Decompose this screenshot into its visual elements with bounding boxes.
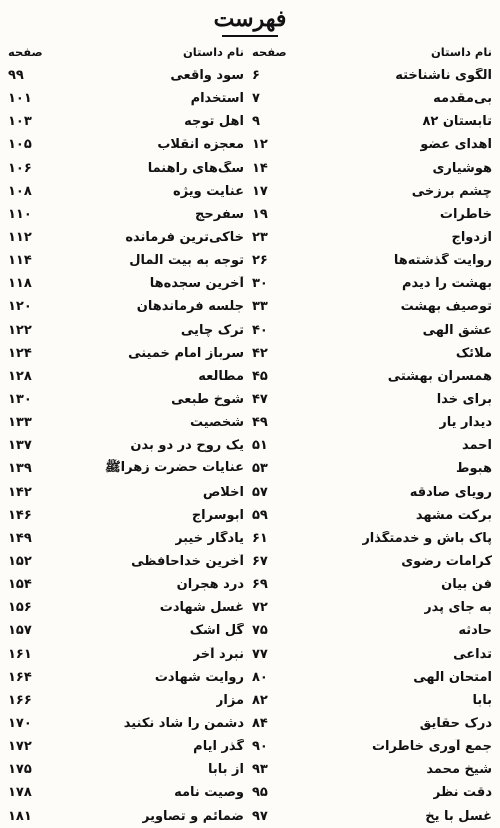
toc-entry bbox=[252, 110, 492, 133]
toc-entry bbox=[8, 735, 244, 758]
toc-entry bbox=[8, 295, 244, 318]
toc-entry-page: ۱۶۶ bbox=[8, 692, 32, 708]
toc-entry-title: امتحان الهی bbox=[413, 669, 492, 685]
toc-entry bbox=[8, 643, 244, 666]
toc-entry bbox=[252, 573, 492, 596]
toc-entry-page: ۹ bbox=[252, 114, 260, 130]
toc-entry-title: توصیف بهشت bbox=[400, 299, 492, 315]
toc-entry-title: توجه به بیت المال bbox=[129, 253, 244, 269]
toc-entry-title: پاک باش و خدمتگذار bbox=[362, 530, 492, 546]
toc-entry-title: هبوط bbox=[456, 461, 492, 477]
toc-entry bbox=[8, 689, 244, 712]
toc-entry-page: ۳۳ bbox=[252, 299, 268, 315]
toc-entry-page: ۴۹ bbox=[252, 415, 268, 431]
toc-entry bbox=[252, 203, 492, 226]
toc-entry-page: ۸۲ bbox=[252, 692, 268, 708]
toc-entry-title: روایت شهادت bbox=[154, 669, 244, 685]
toc-entry-title: ضمائم و تصاویر bbox=[142, 808, 244, 824]
toc-entry-title: تداعی bbox=[453, 646, 492, 662]
toc-entry bbox=[252, 319, 492, 342]
toc-entry-title: بابا bbox=[472, 692, 492, 708]
toc-entry-page: ۱۰۳ bbox=[8, 114, 32, 130]
toc-entry-title: احمد bbox=[461, 438, 492, 454]
toc-entry bbox=[252, 689, 492, 712]
toc-entry bbox=[8, 596, 244, 619]
toc-entry-title: همسران بهشتی bbox=[387, 368, 492, 384]
toc-entry bbox=[8, 319, 244, 342]
toc-entry-title: دقت نظر bbox=[432, 785, 492, 801]
toc-entry bbox=[252, 388, 492, 411]
toc-entry bbox=[8, 457, 244, 480]
toc-entry-page: ۱۷۸ bbox=[8, 785, 32, 801]
toc-entry bbox=[8, 365, 244, 388]
toc-entry-title: به جای پدر bbox=[424, 600, 492, 616]
toc-entry-page: ۱۴۹ bbox=[8, 530, 32, 546]
toc-entry-title: چشم برزخی bbox=[411, 183, 492, 199]
toc-entry bbox=[8, 157, 244, 180]
toc-entry-page: ۱۱۸ bbox=[8, 276, 32, 292]
toc-entry-title: شخصیت bbox=[189, 415, 244, 431]
column-header bbox=[252, 40, 492, 64]
header-story-name: نام داستان bbox=[430, 45, 492, 59]
toc-entry bbox=[252, 180, 492, 203]
toc-entry bbox=[252, 342, 492, 365]
toc-entry bbox=[252, 481, 492, 504]
toc-entry bbox=[252, 735, 492, 758]
toc-entry-page: ۹۷ bbox=[252, 808, 268, 824]
toc-entry-page: ۱۷۵ bbox=[8, 762, 32, 778]
toc-entry-title: درک حقایق bbox=[419, 716, 492, 731]
toc-entry-page: ۱۵۴ bbox=[8, 577, 32, 593]
toc-entry-page: ۷۲ bbox=[252, 600, 268, 616]
toc-entry-page: ۹۹ bbox=[8, 68, 24, 84]
toc-entry bbox=[252, 643, 492, 666]
toc-list-right bbox=[252, 64, 492, 828]
toc-entry-title: عشق الهی bbox=[422, 322, 492, 338]
toc-entry-title: یادگار خیبر bbox=[175, 530, 244, 546]
toc-entry-page: ۱۰۱ bbox=[8, 91, 32, 107]
toc-entry-title: گذر ایام bbox=[193, 739, 244, 755]
toc-entry-page: ۱۶۱ bbox=[8, 646, 32, 662]
toc-entry-title: ابوسراج bbox=[191, 507, 244, 523]
toc-entry-page: ۴۵ bbox=[252, 368, 268, 384]
toc-entry bbox=[252, 457, 492, 480]
toc-entry-title: دیدار یار bbox=[439, 415, 492, 431]
toc-entry-page: ۲۳ bbox=[252, 230, 268, 246]
toc-entry-page: ۱۱۲ bbox=[8, 230, 32, 246]
toc-entry-title: سگ‌های راهنما bbox=[147, 160, 244, 176]
toc-entry-page: ۷۷ bbox=[252, 646, 268, 662]
page-title: فهرست bbox=[213, 6, 287, 32]
toc-entry bbox=[252, 550, 492, 573]
toc-entry-page: ۱۷۰ bbox=[8, 716, 32, 731]
toc-entry-title: وصیت نامه bbox=[174, 785, 244, 801]
toc-entry-page: ۱۳۹ bbox=[8, 461, 32, 477]
toc-entry-title: گل اشک bbox=[189, 623, 244, 639]
column-header bbox=[8, 40, 244, 64]
toc-entry-title: مطالعه bbox=[198, 368, 244, 384]
toc-entry bbox=[8, 781, 244, 804]
toc-entry-page: ۶۹ bbox=[252, 577, 268, 593]
toc-entry bbox=[8, 110, 244, 133]
header-page: صفحه bbox=[8, 45, 43, 59]
toc-entry-page: ۱۳۳ bbox=[8, 415, 32, 431]
header-page: صفحه bbox=[252, 45, 287, 59]
toc-entry-title: بهشت را دیدم bbox=[401, 276, 492, 292]
toc-entry-title: کرامات رضوی bbox=[401, 554, 492, 570]
toc-entry-title: فن بیان bbox=[441, 577, 492, 593]
toc-entry-page: ۱۱۴ bbox=[8, 253, 32, 269]
toc-entry-title: درد هجران bbox=[176, 577, 244, 593]
toc-entry-title: حادثه bbox=[458, 623, 492, 639]
toc-entry bbox=[252, 295, 492, 318]
toc-entry-page: ۱۴ bbox=[252, 160, 268, 176]
toc-entry-page: ۵۷ bbox=[252, 484, 268, 500]
toc-entry bbox=[252, 87, 492, 110]
toc-list-left bbox=[8, 64, 244, 828]
toc-entry-page: ۳۰ bbox=[252, 276, 268, 292]
toc-entry-title: خاطرات bbox=[439, 206, 492, 222]
toc-entry-page: ۱۷ bbox=[252, 183, 268, 199]
toc-entry bbox=[8, 203, 244, 226]
toc-entry-title: آخرین سجده‌ها bbox=[149, 276, 244, 292]
toc-entry bbox=[8, 481, 244, 504]
toc-entry-title: جمع آوری خاطرات bbox=[371, 739, 492, 755]
toc-entry-title: برکت مشهد bbox=[415, 507, 492, 523]
header-story-name: نام داستان bbox=[182, 45, 244, 59]
toc-entry-title: ترک چایی bbox=[180, 322, 244, 338]
toc-entry bbox=[8, 342, 244, 365]
toc-entry bbox=[252, 249, 492, 272]
toc-entry-page: ۱۲۸ bbox=[8, 368, 32, 384]
toc-entry-page: ۱۹ bbox=[252, 206, 268, 222]
toc-column-right bbox=[252, 40, 492, 828]
toc-entry-title: از بابا bbox=[208, 762, 244, 778]
toc-entry bbox=[252, 666, 492, 689]
toc-entry-page: ۱۱۰ bbox=[8, 206, 32, 222]
toc-entry-title: سود واقعی bbox=[170, 68, 244, 84]
toc-entry-title: معجزه انقلاب bbox=[157, 137, 244, 153]
toc-entry bbox=[8, 527, 244, 550]
toc-entry-page: ۱۵۶ bbox=[8, 600, 32, 616]
toc-entry bbox=[8, 550, 244, 573]
toc-entry-title: روایت گذشته‌ها bbox=[393, 253, 492, 269]
toc-entry-page: ۹۵ bbox=[252, 785, 268, 801]
toc-entry-page: ۱۲۲ bbox=[8, 322, 32, 338]
toc-entry-page: ۲۶ bbox=[252, 253, 268, 269]
toc-entry-title: سرباز امام خمینی bbox=[128, 345, 244, 361]
toc-entry-page: ۶۱ bbox=[252, 530, 268, 546]
toc-entry-page: ۴۲ bbox=[252, 345, 268, 361]
toc-entry bbox=[252, 157, 492, 180]
toc-entry bbox=[252, 527, 492, 550]
toc-entry-page: ۴۰ bbox=[252, 322, 268, 338]
toc-entry-title: بی‌مقدمه bbox=[433, 91, 492, 107]
toc-entry bbox=[252, 805, 492, 828]
toc-entry bbox=[8, 249, 244, 272]
toc-entry-title: ملائک bbox=[455, 345, 492, 361]
toc-entry bbox=[252, 619, 492, 642]
toc-entry bbox=[8, 133, 244, 156]
toc-entry-title: رویای صادقه bbox=[409, 484, 492, 500]
toc-entry bbox=[252, 272, 492, 295]
toc-entry-title: عنایات حضرت زهراﷺ bbox=[104, 460, 244, 476]
toc-entry-page: ۵۱ bbox=[252, 438, 268, 454]
toc-entry-page: ۶۷ bbox=[252, 554, 268, 570]
toc-entry-page: ۹۰ bbox=[252, 739, 268, 755]
toc-entry-page: ۱۷۲ bbox=[8, 739, 32, 755]
toc-entry-title: خاکی‌ترین فرمانده bbox=[125, 230, 244, 246]
toc-entry bbox=[8, 180, 244, 203]
toc-entry-title: غسل با یخ bbox=[425, 808, 492, 824]
toc-entry bbox=[8, 573, 244, 596]
toc-entry-page: ۶ bbox=[252, 68, 260, 84]
toc-entry-page: ۴۷ bbox=[252, 392, 268, 408]
toc-entry-title: مزار bbox=[215, 692, 244, 708]
toc-entry-page: ۱۳۰ bbox=[8, 392, 32, 408]
toc-entry bbox=[8, 712, 244, 735]
toc-entry bbox=[252, 411, 492, 434]
toc-entry bbox=[252, 758, 492, 781]
toc-entry bbox=[8, 805, 244, 828]
toc-entry bbox=[252, 434, 492, 457]
toc-entry bbox=[252, 133, 492, 156]
toc-entry-page: ۱۰۶ bbox=[8, 160, 32, 176]
toc-entry-title: یک روح در دو بدن bbox=[130, 438, 244, 454]
toc-entry bbox=[252, 504, 492, 527]
toc-entry-page: ۱۴۲ bbox=[8, 484, 32, 500]
toc-entry bbox=[8, 434, 244, 457]
toc-entry bbox=[8, 87, 244, 110]
toc-entry bbox=[8, 619, 244, 642]
toc-entry-page: ۱۰۸ bbox=[8, 183, 32, 199]
toc-column-left bbox=[8, 40, 244, 828]
toc-entry bbox=[8, 504, 244, 527]
toc-entry bbox=[8, 411, 244, 434]
toc-entry bbox=[8, 758, 244, 781]
toc-entry-title: اهل توجه bbox=[184, 114, 244, 130]
toc-entry-title: نبرد آخر bbox=[192, 646, 244, 662]
toc-entry bbox=[8, 272, 244, 295]
toc-entry bbox=[8, 388, 244, 411]
toc-entry bbox=[252, 226, 492, 249]
toc-entry-page: ۵۹ bbox=[252, 507, 268, 523]
toc-entry bbox=[8, 226, 244, 249]
toc-entry-title: سفرحج bbox=[195, 206, 244, 222]
toc-entry-title: برای خدا bbox=[436, 392, 492, 408]
toc-entry-title: شیخ محمد bbox=[426, 762, 492, 778]
toc-entry-title: هوشیاری bbox=[432, 160, 492, 176]
toc-entry-page: ۱۵۷ bbox=[8, 623, 32, 639]
toc-entry-page: ۱۴۶ bbox=[8, 507, 32, 523]
toc-entry-title: جلسه فرماندهان bbox=[136, 299, 244, 315]
toc-entry-page: ۱۲۴ bbox=[8, 345, 32, 361]
toc-entry-title: عنایت ویژه bbox=[173, 183, 244, 199]
toc-entry bbox=[252, 64, 492, 87]
toc-entry bbox=[252, 781, 492, 804]
toc-entry-page: ۷۵ bbox=[252, 623, 268, 639]
toc-entry bbox=[8, 64, 244, 87]
toc-entry-page: ۵۳ bbox=[252, 461, 268, 477]
toc-entry-title: اهدای عضو bbox=[420, 137, 492, 153]
toc-entry bbox=[252, 712, 492, 735]
toc-entry-title: آخرین خداحافظی bbox=[131, 554, 244, 570]
toc-entry-page: ۱۳۷ bbox=[8, 438, 32, 454]
title-underline bbox=[222, 35, 278, 37]
toc-entry bbox=[252, 365, 492, 388]
toc-entry bbox=[252, 596, 492, 619]
toc-entry-page: ۱۲۰ bbox=[8, 299, 32, 315]
toc-entry-page: ۱۶۴ bbox=[8, 669, 32, 685]
toc-entry-title: شوخ طبعی bbox=[171, 392, 244, 408]
toc-entry-title: الگوی ناشناخته bbox=[395, 68, 492, 84]
toc-entry-page: ۸۰ bbox=[252, 669, 268, 685]
toc-entry-title: دشمن را شاد نکنید bbox=[123, 716, 244, 731]
toc-entry-title: غسل شهادت bbox=[159, 600, 244, 616]
toc-entry-title: اخلاص bbox=[202, 484, 244, 500]
toc-entry-page: ۱۸۱ bbox=[8, 808, 32, 824]
toc-entry-page: ۹۳ bbox=[252, 762, 268, 778]
toc-entry-page: ۷ bbox=[252, 91, 260, 107]
toc-entry-page: ۱۵۲ bbox=[8, 554, 32, 570]
toc-entry-page: ۱۰۵ bbox=[8, 137, 32, 153]
toc-entry-page: ۱۲ bbox=[252, 137, 268, 153]
toc-entry-title: استخدام bbox=[190, 91, 244, 107]
toc-entry-title: ازدواج bbox=[451, 230, 492, 246]
toc-entry-title: تابستان ۸۲ bbox=[422, 114, 492, 130]
toc-entry bbox=[8, 666, 244, 689]
toc-entry-page: ۸۴ bbox=[252, 716, 268, 731]
